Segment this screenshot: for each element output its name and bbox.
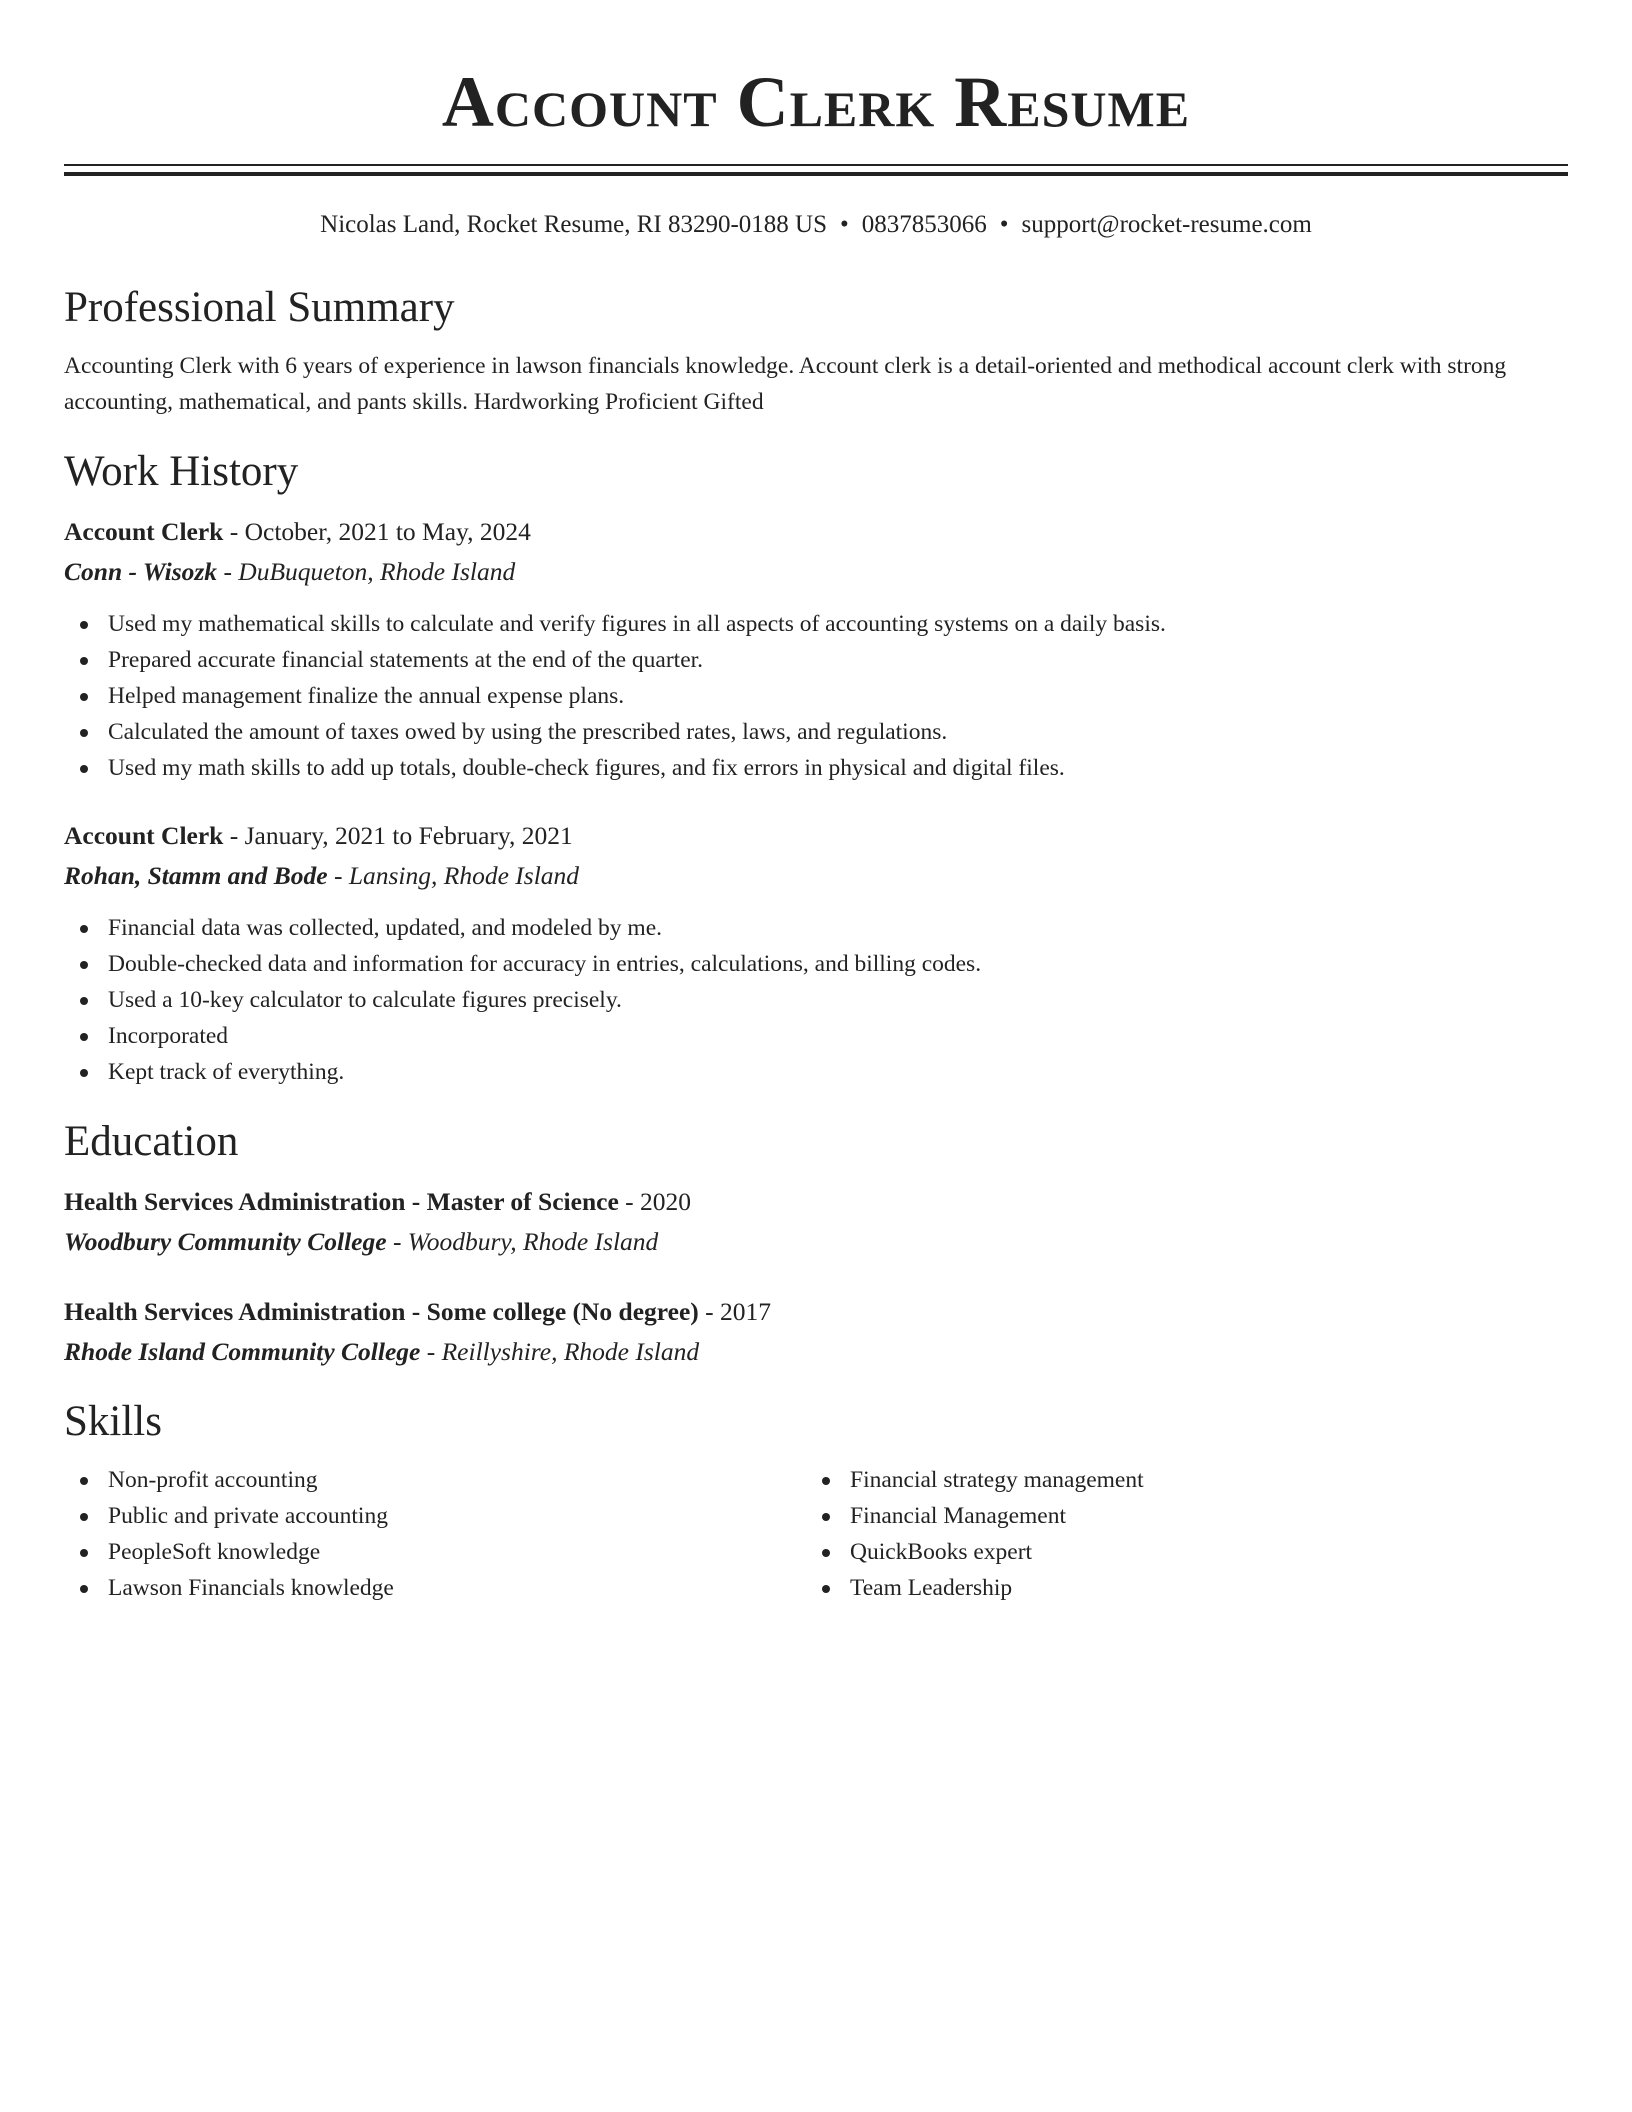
job-title: Account Clerk xyxy=(64,517,224,546)
list-item xyxy=(806,1534,1548,1570)
job-company-line xyxy=(64,856,1568,896)
bullet-dot xyxy=(80,657,88,665)
education-entry xyxy=(64,1292,1568,1372)
list-item xyxy=(806,1498,1548,1534)
contact-line xyxy=(64,210,1568,240)
work-history-heading: Work History xyxy=(64,448,299,495)
skills-list xyxy=(64,1462,806,1606)
degree-name: Health Services Administration - Master of Science xyxy=(64,1187,619,1216)
job-entry xyxy=(64,816,1568,1090)
skills-column-left xyxy=(64,1462,806,1606)
list-item-text: Used my mathematical skills to calculate and verify figures in all aspects of accounting systems on a daily basis. xyxy=(108,611,1166,637)
bullet-dot xyxy=(822,1585,830,1593)
list-item-text: Kept track of everything. xyxy=(108,1059,345,1085)
degree-year: - 2020 xyxy=(618,1187,692,1216)
list-item-text: Helped management finalize the annual expense plans. xyxy=(108,683,625,709)
list-item xyxy=(64,910,1568,946)
degree-line xyxy=(64,1292,1568,1332)
list-item-text: Used my math skills to add up totals, double-check figures, and fix errors in physical and digital files. xyxy=(108,755,1065,781)
list-item xyxy=(64,678,1568,714)
school-location: - Reillyshire, Rhode Island xyxy=(420,1337,700,1366)
job-entry xyxy=(64,512,1568,786)
skills-heading: Skills xyxy=(64,1398,162,1445)
bullet-dot xyxy=(80,1069,88,1077)
contact-email: support@rocket-resume.com xyxy=(1021,211,1312,238)
degree-line xyxy=(64,1182,1568,1222)
list-item-text: Financial data was collected, updated, and modeled by me. xyxy=(108,915,663,941)
list-item xyxy=(64,1462,806,1498)
skills-section xyxy=(64,1396,1568,1606)
education-heading: Education xyxy=(64,1118,239,1165)
list-item-text: Incorporated xyxy=(108,1023,229,1049)
skill-text: Team Leadership xyxy=(850,1575,1013,1601)
list-item-text: Double-checked data and information for accuracy in entries, calculations, and billing codes. xyxy=(108,951,982,977)
job-location: - Lansing, Rhode Island xyxy=(327,861,580,890)
bullet-dot xyxy=(80,621,88,629)
job-location: - DuBuqueton, Rhode Island xyxy=(217,557,516,586)
school-name: Rhode Island Community College xyxy=(64,1337,421,1366)
job-bullet-list xyxy=(64,910,1568,1090)
job-bullet-list xyxy=(64,606,1568,786)
skills-column-right xyxy=(806,1462,1548,1606)
list-item xyxy=(64,606,1568,642)
bullet-dot xyxy=(80,729,88,737)
bullet-dot xyxy=(80,1549,88,1557)
skills-list xyxy=(806,1462,1548,1606)
bullet-dot xyxy=(80,693,88,701)
resume-title: Account Clerk Resume xyxy=(441,62,1191,142)
bullet-dot xyxy=(80,765,88,773)
job-company: Rohan, Stamm and Bode xyxy=(64,861,328,890)
job-company-line xyxy=(64,552,1568,592)
bullet-dot xyxy=(80,961,88,969)
list-item xyxy=(64,750,1568,786)
bullet-dot xyxy=(80,925,88,933)
contact-separator: • xyxy=(840,211,849,238)
school-name: Woodbury Community College xyxy=(64,1227,387,1256)
job-title: Account Clerk xyxy=(64,821,224,850)
bullet-dot xyxy=(822,1513,830,1521)
title-double-rule xyxy=(64,164,1568,176)
skill-text: Public and private accounting xyxy=(108,1503,388,1529)
contact-separator: • xyxy=(999,211,1009,238)
skill-text: QuickBooks expert xyxy=(850,1539,1033,1565)
list-item xyxy=(806,1570,1548,1606)
contact-address: Nicolas Land, Rocket Resume, RI 83290-0188 US xyxy=(320,211,828,238)
skill-text: PeopleSoft knowledge xyxy=(108,1539,321,1565)
list-item xyxy=(64,1054,1568,1090)
list-item xyxy=(64,946,1568,982)
list-item xyxy=(64,1498,806,1534)
list-item-text: Calculated the amount of taxes owed by using the prescribed rates, laws, and regulations. xyxy=(108,719,948,745)
list-item xyxy=(64,1570,806,1606)
bullet-dot xyxy=(80,1513,88,1521)
job-title-line xyxy=(64,512,1568,552)
list-item xyxy=(64,1018,1568,1054)
skill-text: Lawson Financials knowledge xyxy=(108,1575,394,1601)
school-line xyxy=(64,1332,1568,1372)
skill-text: Financial strategy management xyxy=(850,1467,1144,1493)
summary-text: Accounting Clerk with 6 years of experience in lawson financials knowledge. Account clerk is a detail-oriented and methodical account clerk with strong accounting, mathematical, and pants skills. Hardworking Proficient Gifted xyxy=(64,353,1507,415)
summary-heading: Professional Summary xyxy=(64,284,455,331)
bullet-dot xyxy=(80,1477,88,1485)
list-item xyxy=(64,714,1568,750)
work-history-section xyxy=(64,446,1568,1090)
list-item xyxy=(64,1534,806,1570)
education-section xyxy=(64,1116,1568,1372)
job-company: Conn - Wisozk xyxy=(64,557,218,586)
bullet-dot xyxy=(822,1549,830,1557)
job-dates: - January, 2021 to February, 2021 xyxy=(223,821,573,850)
bullet-dot xyxy=(80,1585,88,1593)
list-item-text: Used a 10-key calculator to calculate figures precisely. xyxy=(108,987,622,1013)
bullet-dot xyxy=(822,1477,830,1485)
list-item xyxy=(64,642,1568,678)
degree-year: - 2017 xyxy=(698,1297,772,1326)
contact-phone: 0837853066 xyxy=(861,211,987,238)
school-location: - Woodbury, Rhode Island xyxy=(386,1227,659,1256)
job-dates: - October, 2021 to May, 2024 xyxy=(223,517,531,546)
school-line xyxy=(64,1222,1568,1262)
skill-text: Non-profit accounting xyxy=(108,1467,318,1493)
degree-name: Health Services Administration - Some college (No degree) xyxy=(64,1297,699,1326)
summary-section xyxy=(64,282,1568,420)
job-title-line xyxy=(64,816,1568,856)
list-item xyxy=(806,1462,1548,1498)
education-entry xyxy=(64,1182,1568,1262)
bullet-dot xyxy=(80,1033,88,1041)
skill-text: Financial Management xyxy=(850,1503,1066,1529)
bullet-dot xyxy=(80,997,88,1005)
list-item-text: Prepared accurate financial statements at the end of the quarter. xyxy=(108,647,704,673)
skills-grid xyxy=(64,1462,1568,1606)
list-item xyxy=(64,982,1568,1018)
